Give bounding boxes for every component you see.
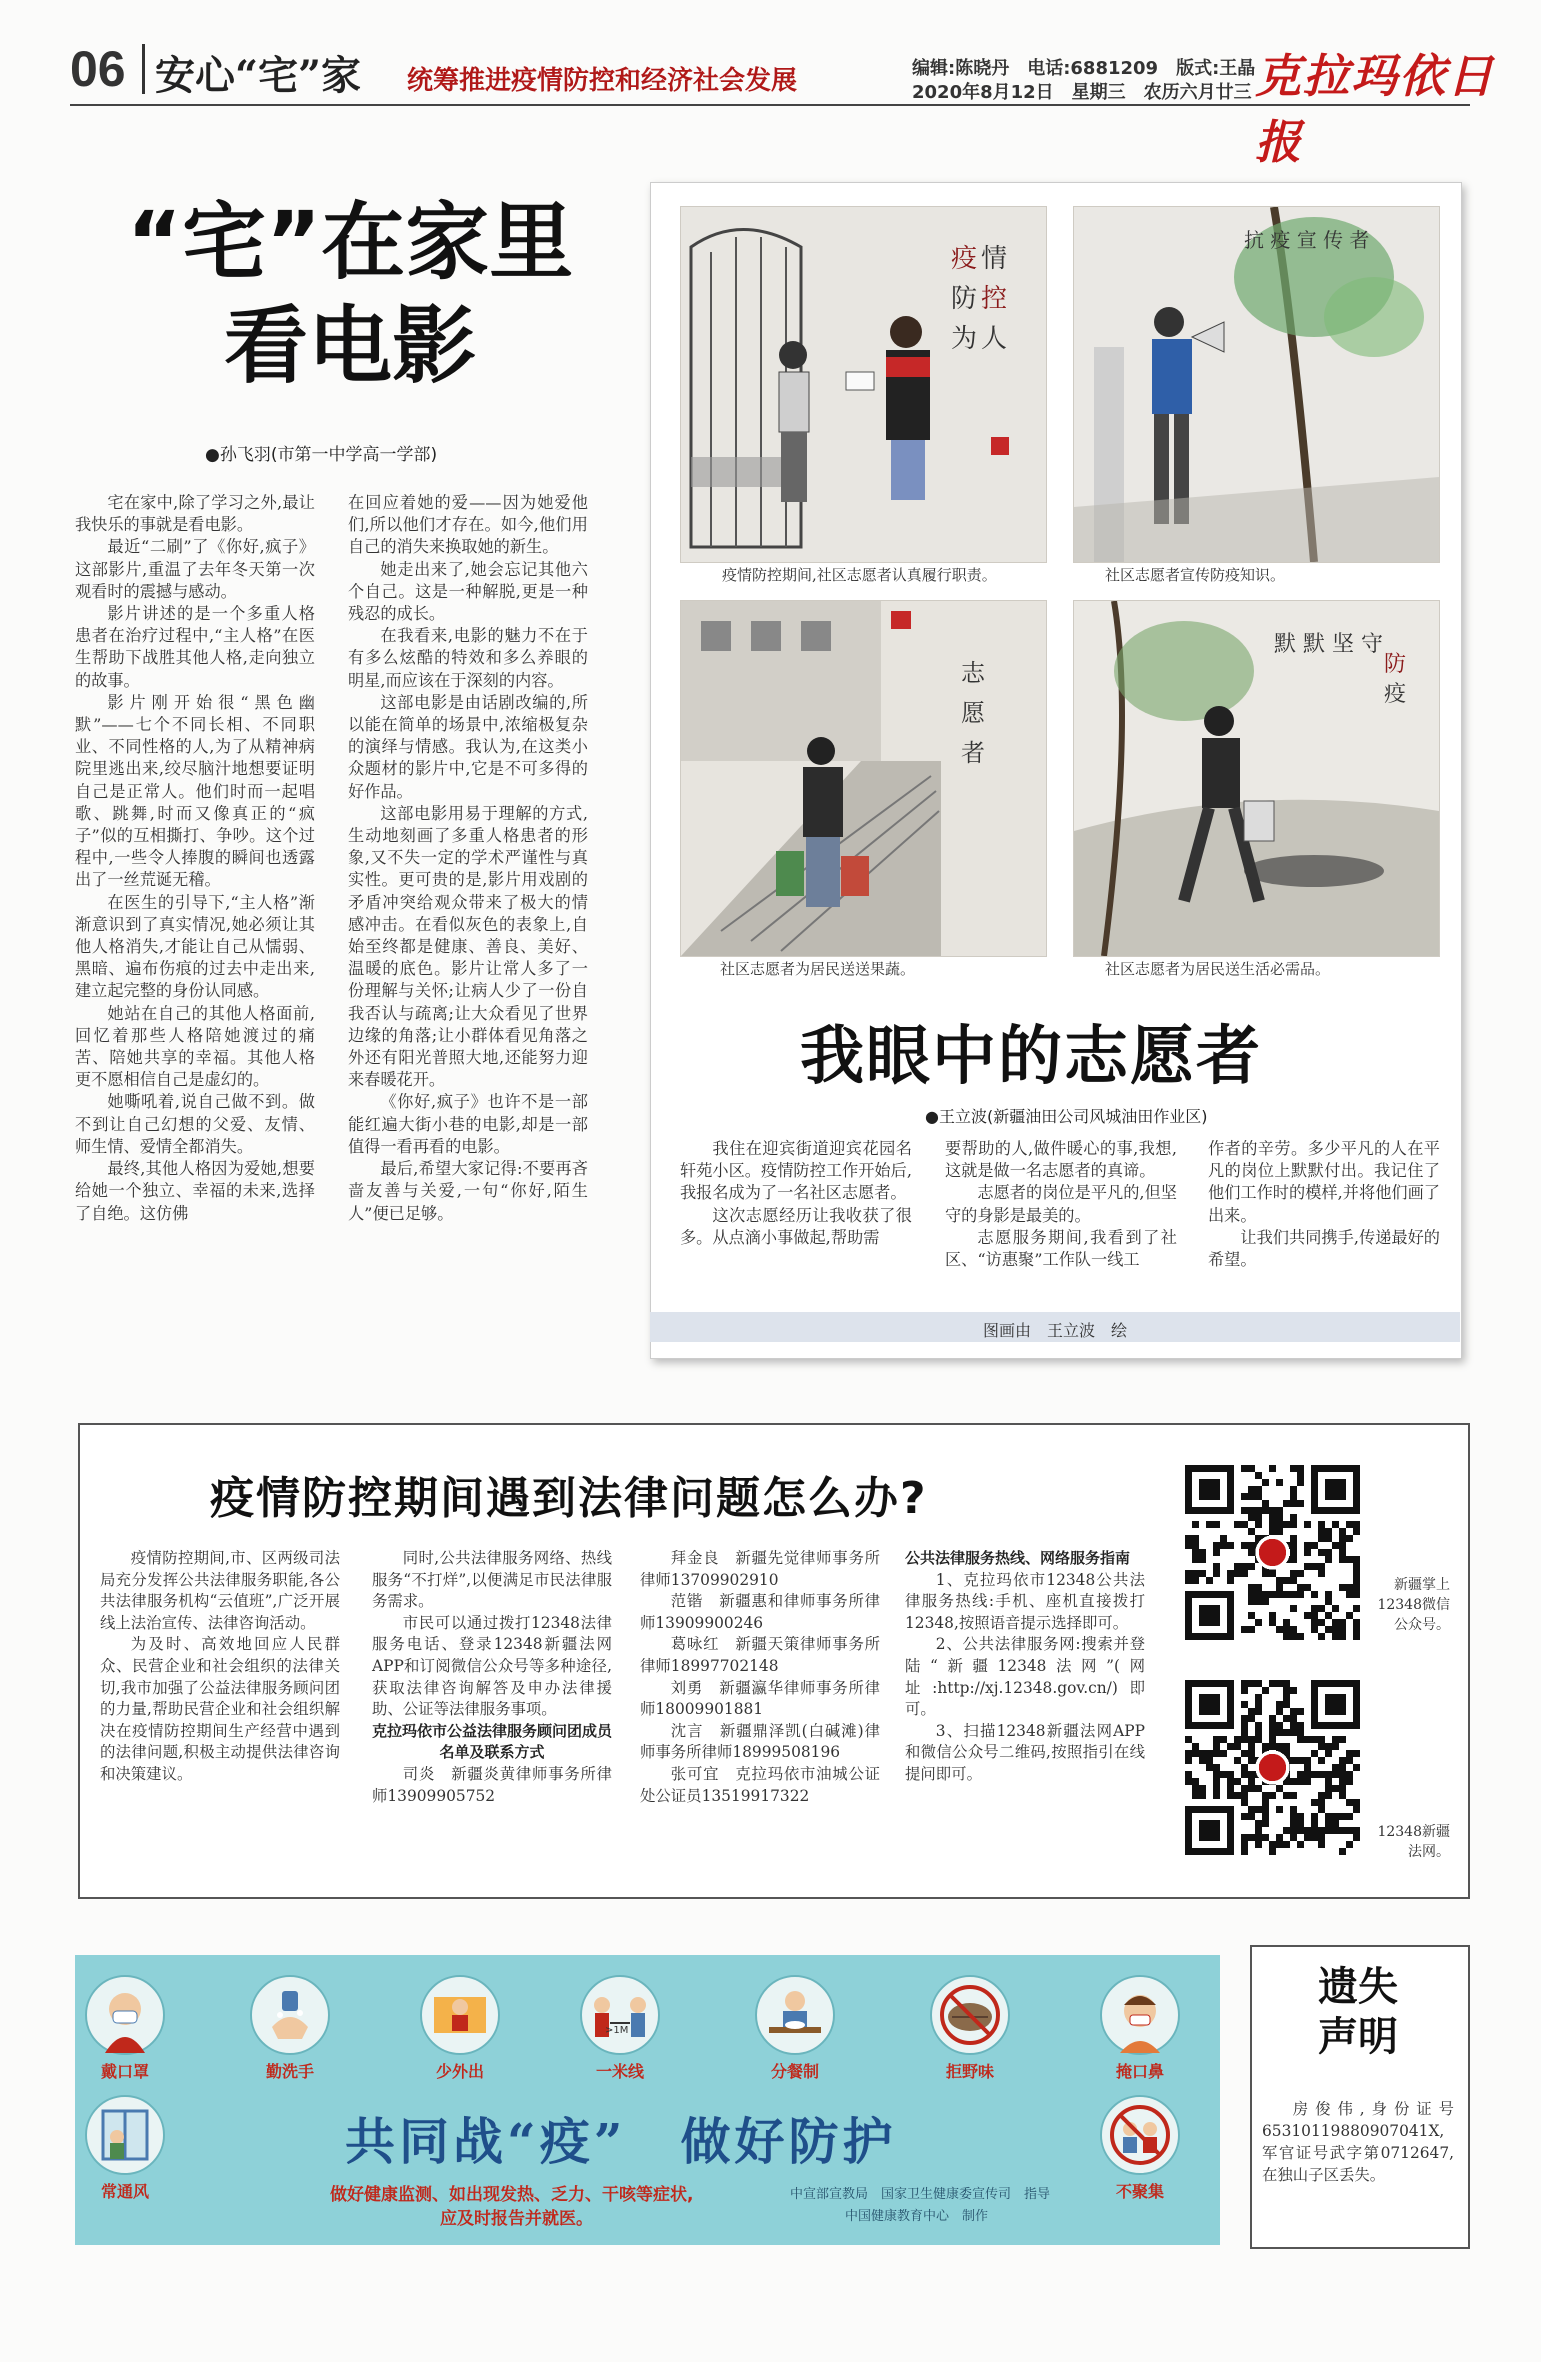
paragraph: 疫情防控期间,市、区两级司法局充分发挥公共法律服务职能,各公共法律服务机构“云值班”,广泛开展线上法治宣传、法律咨询活动。 bbox=[100, 1549, 340, 1632]
qr-code-website[interactable] bbox=[1185, 1680, 1360, 1855]
movie-article-title bbox=[90, 190, 610, 398]
paragraph: 同时,公共法律服务网络、热线服务“不打烊”,以便满足市民法律服务需求。 bbox=[372, 1549, 612, 1611]
lost-notice-text bbox=[1262, 2098, 1454, 2186]
paragraph: 宅在家中,除了学习之外,最让我快乐的事就是看电影。 bbox=[75, 493, 315, 535]
paragraph: 影片讲述的是一个多重人格患者在治疗过程中,“主人格”在医生帮助下战胜其他人格,走向独立的故事。 bbox=[75, 604, 315, 690]
painting-volunteer-checking bbox=[680, 206, 1047, 563]
advisor-entry: 沈言 新疆鼎泽凯(白碱滩)律师事务所律师18999508196 bbox=[640, 1721, 880, 1762]
paragraph: 这部电影用易于理解的方式,生动地刻画了多重人格患者的形象,又不失一定的学术严谨性与真实性。更可贵的是,影片用戏剧的矛盾冲突给观众带来了极大的情感冲击。在看似灰色的表象上,自始至终都是健康、善良、美好、温暖的底色。影片让常人多了一份理解与关怀;让病人少了一份自我否认与疏离;让大众看见了世界边缘的角落;让小群体看见角落之外还有阳光普照大地,还能努力迎来春暖花开。 bbox=[348, 803, 588, 1090]
banner-label: 分餐制 bbox=[770, 2062, 819, 2081]
banner-label: 掩口鼻 bbox=[1115, 2062, 1164, 2081]
banner-item-no-gathering bbox=[1095, 2095, 1185, 2202]
banner-label: 拒野味 bbox=[945, 2062, 994, 2081]
qr-caption-wechat: 新疆掌上12348微信公众号。 bbox=[1377, 1577, 1450, 1633]
header-separator bbox=[142, 44, 145, 94]
volunteer-article-column-1 bbox=[680, 1138, 912, 1249]
painting-caption-2: 社区志愿者宣传防疫知识。 bbox=[1105, 566, 1286, 584]
paragraph: 在我看来,电影的魅力不在于有多么炫酷的特效和多么养眼的明星,而应该在于深刻的内容。 bbox=[348, 626, 588, 690]
svg-text:防: 防 bbox=[1384, 652, 1407, 677]
banner-organizers: 中宣部宣教局 国家卫生健康委宣传司 指导 bbox=[790, 2187, 1051, 2202]
paragraph: 2、公共法律服务网:搜索并登陆“新疆12348法网”(网址:http://xj.12348.gov.cn/)即可。 bbox=[905, 1635, 1145, 1719]
banner-item-mask bbox=[80, 1975, 170, 2082]
banner-item-handwash bbox=[245, 1975, 335, 2082]
service-guide-heading: 公共法律服务热线、网络服务指南 bbox=[905, 1549, 1131, 1567]
banner-item-stay-home bbox=[415, 1975, 505, 2082]
paragraph: 这次志愿经历让我收获了很多。从点滴小事做起,帮助需 bbox=[680, 1205, 912, 1247]
svg-text:志: 志 bbox=[961, 659, 985, 687]
volunteer-article-byline: ●王立波(新疆油田公司风城油田作业区) bbox=[925, 1107, 1208, 1126]
painting-volunteer-produce bbox=[680, 600, 1047, 957]
paragraph: 为及时、高效地回应人民群众、民营企业和社会组织的法律关切,我市加强了公益法律服务顾问团的力量,帮助民营企业和社会组织解决在疫情防控期间生产经营中遇到的法律问题,积极主动提供法律咨询和决策建议。 bbox=[100, 1635, 340, 1783]
distance-icon bbox=[580, 1975, 660, 2055]
svg-text:愿: 愿 bbox=[961, 699, 985, 727]
section-subtitle: 统筹推进疫情防控和经济社会发展 bbox=[407, 66, 798, 96]
banner-item-distance bbox=[575, 1975, 665, 2082]
banner-slogan: 共同战“疫” 做好防护 bbox=[345, 2112, 897, 2171]
legal-article-column-4 bbox=[905, 1548, 1145, 1786]
movie-article-column-1 bbox=[75, 492, 315, 1225]
paragraph: 让我们共同携手,传递最好的希望。 bbox=[1208, 1227, 1440, 1270]
cover-mouth-icon bbox=[1100, 1975, 1180, 2055]
svg-text:人: 人 bbox=[981, 324, 1008, 354]
banner-label: 常通风 bbox=[100, 2182, 149, 2201]
paragraph: 这部电影是由话剧改编的,所以能在简单的场景中,浓缩极复杂的演绎与情感。我认为,在这类小众题材的影片中,它是不可多得的好作品。 bbox=[348, 692, 588, 801]
date-info: 2020年8月12日 星期三 农历六月廿三 bbox=[912, 82, 1252, 103]
svg-text:控: 控 bbox=[981, 284, 1008, 314]
painting-volunteer-supplies bbox=[1073, 600, 1440, 957]
newspaper-logo: 克拉玛依日报 bbox=[1255, 49, 1495, 169]
paragraph: 志愿者的岗位是平凡的,但坚守的身影是最美的。 bbox=[945, 1183, 1177, 1225]
svg-text:疫: 疫 bbox=[1384, 682, 1407, 707]
volunteer-article-column-2 bbox=[945, 1138, 1177, 1271]
advisor-entry: 葛咏红 新疆天策律师事务所律师18997702148 bbox=[640, 1635, 880, 1675]
advisor-entry: 拜金良 新疆先觉律师事务所律师13709902910 bbox=[640, 1549, 880, 1589]
paragraph: 3、扫描12348新疆法网APP和微信公众号二维码,按照指引在线提问即可。 bbox=[905, 1721, 1145, 1783]
svg-text:疫: 疫 bbox=[951, 244, 978, 274]
painting-volunteer-megaphone bbox=[1073, 206, 1440, 563]
no-gathering-icon bbox=[1100, 2095, 1180, 2175]
paragraph: 她走出来了,她会忘记其他六个自己。这是一种解脱,更是一种残忍的成长。 bbox=[348, 559, 588, 624]
banner-label: 戴口罩 bbox=[100, 2062, 149, 2081]
svg-text:者: 者 bbox=[961, 739, 985, 767]
page-number: 06 bbox=[70, 41, 126, 97]
paragraph: 最近“二刷”了《你好,疯子》这部影片,重温了去年冬天第一次观看时的震撼与感动。 bbox=[75, 537, 315, 601]
paragraph: 在医生的引导下,“主人格”渐渐意识到了真实情况,她必须让其他人格消失,才能让自己从懦弱、黑暗、遍布伤痕的过去中走出来,建立起完整的身份认同感。 bbox=[75, 892, 315, 1001]
svg-text:为: 为 bbox=[951, 324, 978, 354]
painting-caption-1: 疫情防控期间,社区志愿者认真履行职责。 bbox=[722, 566, 997, 584]
svg-text:防: 防 bbox=[951, 284, 978, 314]
lost-title-line2: 声明 bbox=[1318, 2014, 1398, 2060]
banner-item-separate-meal bbox=[750, 1975, 840, 2082]
no-wild-game-icon bbox=[930, 1975, 1010, 2055]
paragraph: 我住在迎宾街道迎宾花园名轩苑小区。疫情防控工作开始后,我报名成为了一名社区志愿者。 bbox=[680, 1139, 912, 1203]
legal-article-column-3 bbox=[640, 1548, 880, 1807]
section-title: 安心“宅”家 bbox=[155, 52, 362, 99]
paragraph: 作者的辛劳。多少平凡的人在平凡的岗位上默默付出。我记住了他们工作时的模样,并将他们画了出来。 bbox=[1208, 1139, 1440, 1225]
banner-item-no-wild-game bbox=[925, 1975, 1015, 2082]
paragraph: 要帮助的人,做件暖心的事,我想,这就是做一名志愿者的真谛。 bbox=[945, 1139, 1177, 1181]
paragraph: 市民可以通过拨打12348法律服务电话、登录12348新疆法网APP和订阅微信公众号等多种途径,获取法律咨询解答及申办法律援助、公证等法律服务事项。 bbox=[372, 1613, 612, 1719]
volunteer-article-title: 我眼中的志愿者 bbox=[800, 1020, 1262, 1094]
banner-label: 少外出 bbox=[435, 2062, 484, 2081]
legal-article-column-2 bbox=[372, 1548, 612, 1807]
movie-article-byline: ●孙飞羽(市第一中学高一学部) bbox=[205, 445, 438, 465]
lost-notice-title bbox=[1250, 1962, 1466, 2062]
stay-home-icon bbox=[420, 1975, 500, 2055]
paragraph: 最终,其他人格因为爱她,想要给她一个独立、幸福的未来,选择了自绝。这仿佛 bbox=[75, 1159, 315, 1223]
lost-title-line1: 遗失 bbox=[1318, 1964, 1398, 2010]
advisor-list-heading: 克拉玛依市公益法律服务顾问团成员名单及联系方式 bbox=[372, 1721, 613, 1762]
editor-info: 编辑:陈晓丹 电话:6881209 版式:王晶 bbox=[912, 58, 1256, 79]
illustration-credit: 图画由 王立波 绘 bbox=[982, 1321, 1127, 1340]
separate-meal-icon bbox=[755, 1975, 835, 2055]
svg-text:抗 疫 宣 传 者: 抗 疫 宣 传 者 bbox=[1244, 228, 1370, 252]
movie-title-line1: “宅”在家里 bbox=[126, 193, 574, 291]
banner-item-cover-mouth bbox=[1095, 1975, 1185, 2082]
paragraph: 在回应着她的爱——因为她爱他们,所以他们才存在。如今,他们用自己的消失来换取她的新生。 bbox=[348, 493, 588, 557]
paragraph: 影片刚开始很“黑色幽默”——七个不同长相、不同职业、不同性格的人,为了从精神病院里逃出来,绞尽脑汁地想要证明自己是正常人。他们时而一起唱歌、跳舞,时而又像真正的“疯子”似的互相撕打、争吵。这个过程中,一些令人捧腹的瞬间也透露出了一丝荒诞无稽。 bbox=[75, 692, 315, 890]
advisor-entry: 刘勇 新疆瀛华律师事务所律师18009901881 bbox=[640, 1678, 880, 1719]
banner-label: 勤洗手 bbox=[265, 2062, 314, 2081]
banner-label: 不聚集 bbox=[1115, 2182, 1164, 2201]
volunteer-article-column-3 bbox=[1208, 1138, 1440, 1271]
banner-producer: 中国健康教育中心 制作 bbox=[845, 2209, 989, 2224]
paragraph: 志愿服务期间,我看到了社区、“访惠聚”工作队一线工 bbox=[945, 1227, 1177, 1270]
ventilate-icon bbox=[85, 2095, 165, 2175]
distance-badge: >1M bbox=[605, 2025, 629, 2036]
svg-text:情: 情 bbox=[981, 244, 1008, 274]
mask-icon bbox=[85, 1975, 165, 2055]
legal-article-column-1 bbox=[100, 1548, 340, 1786]
qr-code-wechat[interactable] bbox=[1185, 1465, 1360, 1640]
movie-title-line2: 看电影 bbox=[223, 297, 476, 395]
paragraph: 1、克拉玛依市12348公共法律服务热线:手机、座机直接拨打12348,按照语音提示选择即可。 bbox=[905, 1570, 1145, 1632]
lost-notice-body: 房俊伟,身份证号65310119880907041X,军官证号武字第0712647,在独山子区丢失。 bbox=[1262, 2100, 1454, 2184]
painting-caption-4: 社区志愿者为居民送生活必需品。 bbox=[1105, 960, 1331, 978]
paragraph: 《你好,疯子》也许不是一部能红遍大街小巷的电影,却是一部值得一看再看的电影。 bbox=[348, 1092, 588, 1156]
svg-text:默 默 坚 守: 默 默 坚 守 bbox=[1274, 632, 1383, 657]
banner-item-ventilate bbox=[80, 2095, 170, 2202]
handwash-icon bbox=[250, 1975, 330, 2055]
advisor-entry: 司炎 新疆炎黄律师事务所律师13909905752 bbox=[372, 1764, 612, 1805]
banner-advice-line2: 应及时报告并就医。 bbox=[440, 2209, 593, 2229]
advisor-entry: 张可宜 克拉玛依市油城公证处公证员13519917322 bbox=[640, 1764, 880, 1805]
banner-advice-line1: 做好健康监测、如出现发热、乏力、干咳等症状, bbox=[330, 2185, 694, 2205]
legal-article-title: 疫情防控期间遇到法律问题怎么办? bbox=[210, 1473, 928, 1524]
qr-caption-website: 12348新疆法网。 bbox=[1377, 1824, 1450, 1860]
paragraph: 她站在自己的其他人格面前,回忆着那些人格陪她渡过的痛苦、陪她共享的幸福。其他人格更不愿相信自己是虚幻的。 bbox=[75, 1003, 315, 1090]
advisor-entry: 范锴 新疆惠和律师事务所律师13909900246 bbox=[640, 1592, 880, 1632]
paragraph: 她嘶吼着,说自己做不到。做不到让自己幻想的父爱、友情、师生情、爱情全都消失。 bbox=[75, 1092, 315, 1156]
banner-label: 一米线 bbox=[595, 2062, 644, 2081]
header-rule bbox=[70, 104, 1470, 106]
movie-article-column-2 bbox=[348, 492, 588, 1225]
paragraph: 最后,希望大家记得:不要再吝啬友善与关爱,一句“你好,陌生人”便已足够。 bbox=[348, 1159, 588, 1223]
painting-caption-3: 社区志愿者为居民送送果蔬。 bbox=[720, 960, 916, 978]
